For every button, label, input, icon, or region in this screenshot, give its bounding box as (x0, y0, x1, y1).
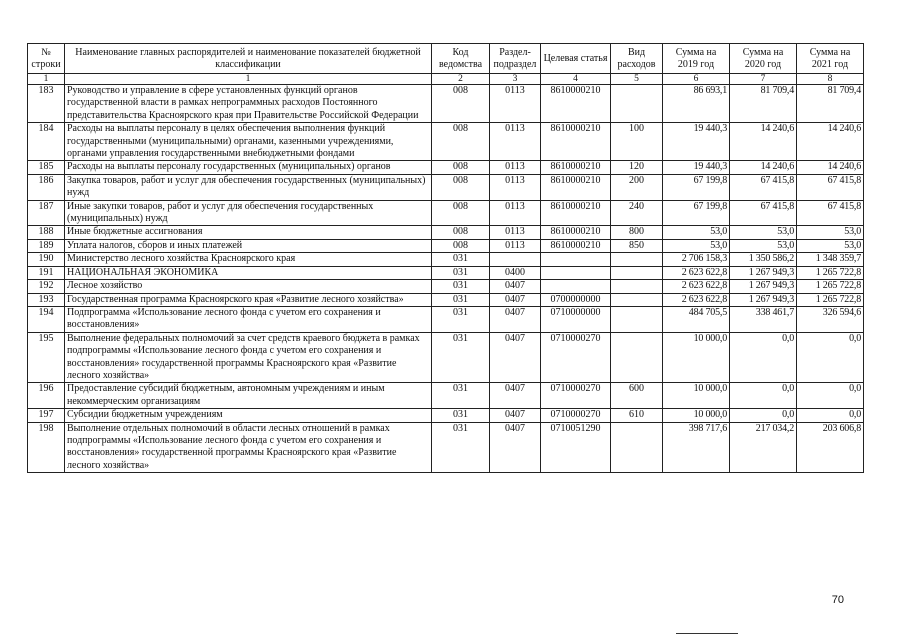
header-sum-2019: Сумма на 2019 год (663, 44, 730, 74)
sum-2019-cell: 67 199,8 (663, 174, 730, 200)
row-number-cell: 185 (28, 161, 65, 174)
table-row (28, 123, 864, 161)
sum-2019-cell: 86 693,1 (663, 85, 730, 123)
table-row (28, 293, 864, 306)
table-row (28, 266, 864, 279)
table-row (28, 280, 864, 293)
sum-2020-cell: 53,0 (730, 226, 797, 239)
department-code-cell: 031 (432, 409, 490, 422)
indicator-name-cell: Министерство лесного хозяйства Красноярского края (65, 253, 432, 266)
sum-2021-cell: 0,0 (797, 332, 864, 383)
department-code-cell: 008 (432, 161, 490, 174)
row-number-cell: 188 (28, 226, 65, 239)
indicator-name-cell: Лесное хозяйство (65, 280, 432, 293)
sum-2020-cell: 1 267 949,3 (730, 293, 797, 306)
table-row (28, 383, 864, 409)
indicator-name-cell: Предоставление субсидий бюджетным, автономным учреждениям и иным некоммерческим организациям (65, 383, 432, 409)
row-number-cell: 196 (28, 383, 65, 409)
row-number-cell: 195 (28, 332, 65, 383)
sum-2019-cell: 10 000,0 (663, 383, 730, 409)
expense-type-cell (611, 266, 663, 279)
table-row (28, 226, 864, 239)
sum-2021-cell: 14 240,6 (797, 161, 864, 174)
target-item-cell: 0710000270 (541, 409, 611, 422)
sum-2021-cell: 326 594,6 (797, 306, 864, 332)
section-code-cell: 0407 (490, 332, 541, 383)
budget-table-container (27, 43, 863, 473)
sum-2020-cell: 338 461,7 (730, 306, 797, 332)
target-item-cell: 8610000210 (541, 226, 611, 239)
sum-2020-cell: 1 267 949,3 (730, 280, 797, 293)
sum-2020-cell: 1 267 949,3 (730, 266, 797, 279)
column-number: 5 (611, 74, 663, 85)
expense-type-cell: 800 (611, 226, 663, 239)
expense-type-cell (611, 85, 663, 123)
sum-2019-cell: 67 199,8 (663, 200, 730, 226)
sum-2021-cell: 14 240,6 (797, 123, 864, 161)
sum-2020-cell: 14 240,6 (730, 123, 797, 161)
sum-2020-cell: 0,0 (730, 409, 797, 422)
section-code-cell: 0407 (490, 293, 541, 306)
sum-2019-cell: 19 440,3 (663, 123, 730, 161)
section-code-cell: 0113 (490, 239, 541, 252)
indicator-name-cell: Уплата налогов, сборов и иных платежей (65, 239, 432, 252)
target-item-cell: 0710000270 (541, 383, 611, 409)
indicator-name-cell: Подпрограмма «Использование лесного фонда с учетом его сохранения и восстановления» (65, 306, 432, 332)
row-number-cell: 194 (28, 306, 65, 332)
sum-2021-cell: 203 606,8 (797, 422, 864, 473)
section-code-cell: 0407 (490, 280, 541, 293)
row-number-cell: 191 (28, 266, 65, 279)
section-code-cell: 0113 (490, 226, 541, 239)
target-item-cell (541, 253, 611, 266)
sum-2019-cell: 398 717,6 (663, 422, 730, 473)
row-number-cell: 193 (28, 293, 65, 306)
row-number-cell: 198 (28, 422, 65, 473)
sum-2020-cell: 67 415,8 (730, 174, 797, 200)
sum-2020-cell: 0,0 (730, 383, 797, 409)
expense-type-cell: 610 (611, 409, 663, 422)
table-row (28, 200, 864, 226)
target-item-cell (541, 266, 611, 279)
table-header (28, 44, 864, 85)
sum-2020-cell: 81 709,4 (730, 85, 797, 123)
header-department-code: Код ведомства (432, 44, 490, 74)
header-target-item: Целевая статья (541, 44, 611, 74)
department-code-cell: 031 (432, 422, 490, 473)
sum-2020-cell: 0,0 (730, 332, 797, 383)
expense-type-cell: 100 (611, 123, 663, 161)
sum-2021-cell: 67 415,8 (797, 174, 864, 200)
sum-2021-cell: 67 415,8 (797, 200, 864, 226)
table-row (28, 422, 864, 473)
column-number: 1 (65, 74, 432, 85)
target-item-cell: 0700000000 (541, 293, 611, 306)
row-number-cell: 187 (28, 200, 65, 226)
sum-2020-cell: 1 350 586,2 (730, 253, 797, 266)
department-code-cell: 008 (432, 174, 490, 200)
department-code-cell: 031 (432, 253, 490, 266)
expense-type-cell: 850 (611, 239, 663, 252)
sum-2019-cell: 2 706 158,3 (663, 253, 730, 266)
column-number: 4 (541, 74, 611, 85)
sum-2019-cell: 484 705,5 (663, 306, 730, 332)
table-row (28, 239, 864, 252)
row-number-cell: 186 (28, 174, 65, 200)
sum-2021-cell: 1 348 359,7 (797, 253, 864, 266)
column-number: 8 (797, 74, 864, 85)
sum-2019-cell: 10 000,0 (663, 332, 730, 383)
indicator-name-cell: Государственная программа Красноярского края «Развитие лесного хозяйства» (65, 293, 432, 306)
column-number: 3 (490, 74, 541, 85)
expense-type-cell: 240 (611, 200, 663, 226)
budget-table (27, 43, 864, 473)
table-row (28, 174, 864, 200)
row-number-cell: 197 (28, 409, 65, 422)
department-code-cell: 031 (432, 280, 490, 293)
column-number: 6 (663, 74, 730, 85)
department-code-cell: 031 (432, 306, 490, 332)
section-code-cell: 0407 (490, 383, 541, 409)
sum-2021-cell: 1 265 722,8 (797, 293, 864, 306)
section-code-cell: 0407 (490, 306, 541, 332)
expense-type-cell (611, 422, 663, 473)
section-code-cell: 0113 (490, 174, 541, 200)
header-sum-2020: Сумма на 2020 год (730, 44, 797, 74)
sum-2021-cell: 0,0 (797, 409, 864, 422)
department-code-cell: 008 (432, 85, 490, 123)
target-item-cell: 8610000210 (541, 161, 611, 174)
expense-type-cell: 600 (611, 383, 663, 409)
target-item-cell: 8610000210 (541, 174, 611, 200)
section-code-cell: 0407 (490, 409, 541, 422)
sum-2019-cell: 53,0 (663, 239, 730, 252)
department-code-cell: 031 (432, 266, 490, 279)
table-row (28, 306, 864, 332)
sum-2021-cell: 1 265 722,8 (797, 280, 864, 293)
target-item-cell: 8610000210 (541, 123, 611, 161)
sum-2019-cell: 10 000,0 (663, 409, 730, 422)
sum-2021-cell: 1 265 722,8 (797, 266, 864, 279)
department-code-cell: 008 (432, 123, 490, 161)
indicator-name-cell: Субсидии бюджетным учреждениям (65, 409, 432, 422)
row-number-cell: 183 (28, 85, 65, 123)
header-section: Раздел-подраздел (490, 44, 541, 74)
sum-2020-cell: 14 240,6 (730, 161, 797, 174)
sum-2019-cell: 19 440,3 (663, 161, 730, 174)
header-sum-2021: Сумма на 2021 год (797, 44, 864, 74)
section-code-cell (490, 253, 541, 266)
indicator-name-cell: Руководство и управление в сфере установленных функций органов государственной власти в рамках непрограммных расходов Постоянного представительства Красноярского края при Правительстве Российской Федерации (65, 85, 432, 123)
section-code-cell: 0407 (490, 422, 541, 473)
expense-type-cell (611, 293, 663, 306)
expense-type-cell: 200 (611, 174, 663, 200)
header-name: Наименование главных распорядителей и наименование показателей бюджетной классификации (65, 44, 432, 74)
section-code-cell: 0113 (490, 85, 541, 123)
target-item-cell: 8610000210 (541, 85, 611, 123)
target-item-cell: 0710051290 (541, 422, 611, 473)
row-number-cell: 190 (28, 253, 65, 266)
indicator-name-cell: Выполнение отдельных полномочий в области лесных отношений в рамках подпрограммы «Использование лесного фонда с учетом его сохранения и восстановления» государственной программы Красноярского края «Развитие лесного хозяйства» (65, 422, 432, 473)
table-body (28, 85, 864, 473)
department-code-cell: 031 (432, 293, 490, 306)
expense-type-cell (611, 253, 663, 266)
section-code-cell: 0400 (490, 266, 541, 279)
department-code-cell: 031 (432, 332, 490, 383)
column-number: 7 (730, 74, 797, 85)
sum-2019-cell: 2 623 622,8 (663, 293, 730, 306)
indicator-name-cell: Иные бюджетные ассигнования (65, 226, 432, 239)
indicator-name-cell: Закупка товаров, работ и услуг для обеспечения государственных (муниципальных) нужд (65, 174, 432, 200)
expense-type-cell (611, 280, 663, 293)
section-code-cell: 0113 (490, 123, 541, 161)
sum-2021-cell: 53,0 (797, 239, 864, 252)
column-number: 1 (28, 74, 65, 85)
sum-2021-cell: 81 709,4 (797, 85, 864, 123)
expense-type-cell (611, 332, 663, 383)
row-number-cell: 192 (28, 280, 65, 293)
department-code-cell: 008 (432, 226, 490, 239)
department-code-cell: 008 (432, 239, 490, 252)
target-item-cell (541, 280, 611, 293)
expense-type-cell (611, 306, 663, 332)
sum-2020-cell: 53,0 (730, 239, 797, 252)
footer-rule (676, 633, 738, 634)
header-expense-type: Вид расходов (611, 44, 663, 74)
indicator-name-cell: Выполнение федеральных полномочий за счет средств краевого бюджета в рамках подпрограммы «Использование лесного фонда с учетом его сохранения и восстановления» государственной программы Красноярского края «Развитие лесного хозяйства» (65, 332, 432, 383)
table-row (28, 332, 864, 383)
target-item-cell: 8610000210 (541, 200, 611, 226)
sum-2019-cell: 2 623 622,8 (663, 280, 730, 293)
table-row (28, 85, 864, 123)
sum-2020-cell: 67 415,8 (730, 200, 797, 226)
expense-type-cell: 120 (611, 161, 663, 174)
indicator-name-cell: Иные закупки товаров, работ и услуг для обеспечения государственных (муниципальных) нужд (65, 200, 432, 226)
target-item-cell: 0710000270 (541, 332, 611, 383)
sum-2019-cell: 2 623 622,8 (663, 266, 730, 279)
indicator-name-cell: Расходы на выплаты персоналу в целях обеспечения выполнения функций государственными (муниципальными) органами, казенными учреждениями, органами управления государственными внебюджетными фондами (65, 123, 432, 161)
target-item-cell: 0710000000 (541, 306, 611, 332)
page-number: 70 (831, 594, 844, 606)
header-row-number: № строки (28, 44, 65, 74)
sum-2021-cell: 0,0 (797, 383, 864, 409)
row-number-cell: 184 (28, 123, 65, 161)
sum-2021-cell: 53,0 (797, 226, 864, 239)
department-code-cell: 031 (432, 383, 490, 409)
row-number-cell: 189 (28, 239, 65, 252)
table-row (28, 161, 864, 174)
section-code-cell: 0113 (490, 200, 541, 226)
table-row (28, 409, 864, 422)
target-item-cell: 8610000210 (541, 239, 611, 252)
indicator-name-cell: Расходы на выплаты персоналу государственных (муниципальных) органов (65, 161, 432, 174)
column-number: 2 (432, 74, 490, 85)
section-code-cell: 0113 (490, 161, 541, 174)
sum-2020-cell: 217 034,2 (730, 422, 797, 473)
indicator-name-cell: НАЦИОНАЛЬНАЯ ЭКОНОМИКА (65, 266, 432, 279)
sum-2019-cell: 53,0 (663, 226, 730, 239)
table-row (28, 253, 864, 266)
department-code-cell: 008 (432, 200, 490, 226)
